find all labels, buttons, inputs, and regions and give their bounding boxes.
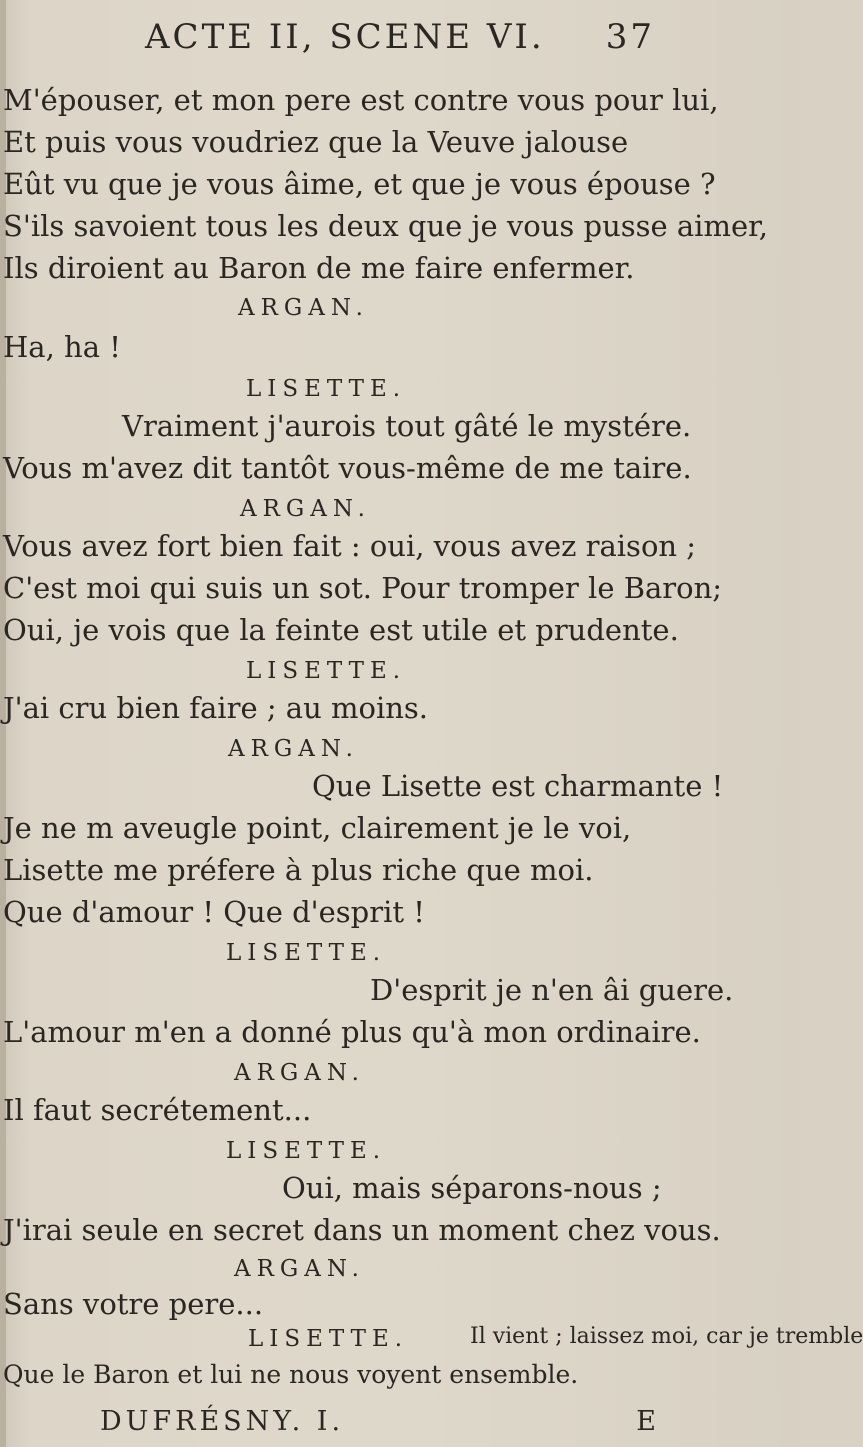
- act-scene-title: ACTE II, SCENE VI.: [145, 17, 545, 57]
- speaker-name: ARGAN.: [238, 295, 369, 321]
- verse-line: Et puis vous voudriez que la Veuve jalouse: [3, 125, 629, 159]
- speaker-name: LISETTE.: [226, 940, 387, 966]
- verse-line: Ils diroient au Baron de me faire enfermer.: [3, 251, 635, 285]
- verse-line: D'esprit je n'en âi guere.: [370, 973, 734, 1007]
- printer-signature-mark: E: [636, 1406, 660, 1437]
- speaker-name: ARGAN.: [228, 736, 359, 762]
- verse-line: Je ne m aveugle point, clairement je le voi,: [3, 811, 632, 845]
- speaker-name: ARGAN.: [234, 1256, 365, 1282]
- verse-line: Ha, ha !: [3, 330, 121, 364]
- verse-line: Oui, mais séparons-nous ;: [282, 1171, 662, 1205]
- speaker-name: ARGAN.: [240, 496, 371, 522]
- author-signature-line: DUFRÉSNY. I.: [100, 1406, 345, 1437]
- verse-line: Que Lisette est charmante !: [312, 769, 724, 803]
- verse-line: M'épouser, et mon pere est contre vous pour lui,: [3, 83, 719, 117]
- verse-line: Vous m'avez dit tantôt vous-même de me taire.: [3, 451, 692, 485]
- verse-line: S'ils savoient tous les deux que je vous pusse aimer,: [3, 209, 769, 243]
- verse-line: Que d'amour ! Que d'esprit !: [3, 895, 425, 929]
- verse-line: Lisette me préfere à plus riche que moi.: [3, 853, 594, 887]
- verse-line: Oui, je vois que la feinte est utile et prudente.: [3, 613, 679, 647]
- running-head: [145, 17, 655, 57]
- speaker-name: LISETTE.: [246, 658, 407, 684]
- verse-line: Vous avez fort bien fait : oui, vous avez raison ;: [3, 529, 697, 563]
- speaker-name: LISETTE.: [226, 1138, 387, 1164]
- page-number: 37: [605, 17, 655, 57]
- verse-line: L'amour m'en a donné plus qu'à mon ordinaire.: [3, 1015, 701, 1049]
- verse-line: Que le Baron et lui ne nous voyent ensemble.: [3, 1360, 579, 1389]
- verse-line: Vraiment j'aurois tout gâté le mystére.: [122, 409, 692, 443]
- verse-line: J'ai cru bien faire ; au moins.: [3, 691, 429, 725]
- speaker-name: LISETTE.: [248, 1326, 409, 1352]
- verse-line: C'est moi qui suis un sot. Pour tromper le Baron;: [3, 571, 723, 605]
- speaker-name: LISETTE.: [246, 376, 407, 402]
- verse-line: Eût vu que je vous âime, et que je vous épouse ?: [3, 167, 716, 201]
- verse-line: J'irai seule en secret dans un moment chez vous.: [3, 1213, 721, 1247]
- page-footer: [100, 1408, 660, 1435]
- verse-line: Il faut secrétement...: [3, 1093, 312, 1127]
- verse-line: Il vient ; laissez moi, car je tremble: [470, 1324, 863, 1349]
- speaker-name: ARGAN.: [234, 1060, 365, 1086]
- verse-line: Sans votre pere...: [3, 1287, 264, 1321]
